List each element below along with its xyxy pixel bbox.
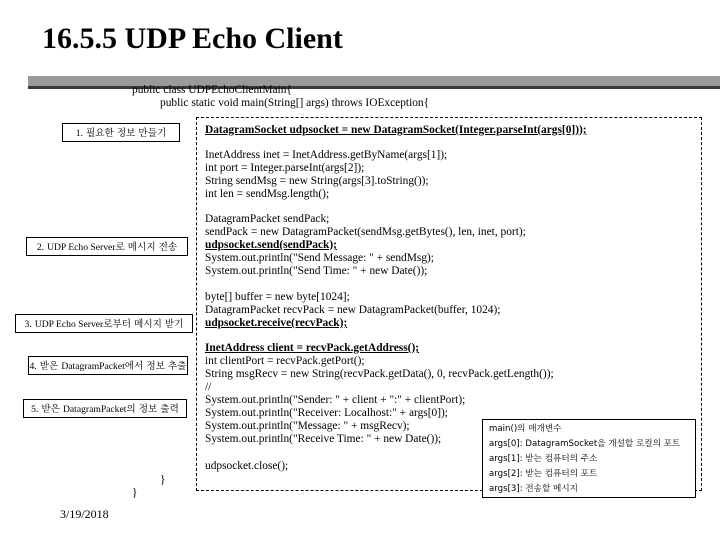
step-text: 받은 [41, 404, 63, 415]
step-text: 필요한 정보 만들기 [86, 128, 167, 139]
socket-close-line: udpsocket.close(); [205, 460, 289, 472]
step-term: DatagramPacket [61, 361, 125, 372]
code-line: DatagramPacket recvPack = new DatagramPacket(buffer, 1024); [205, 304, 501, 316]
closing-brace-class: } [132, 487, 138, 499]
slide-date: 3/19/2018 [60, 507, 109, 521]
code-line-send-call: udpsocket.send(sendPack); [205, 239, 337, 251]
step-text: 받은 [39, 361, 62, 372]
code-line: System.out.println("Send Time: " + new Date()); [205, 265, 428, 277]
code-line: String sendMsg = new String(args[3].toString()); [205, 175, 429, 187]
code-line-get-address: InetAddress client = recvPack.getAddress(); [205, 342, 420, 354]
step-number: 1. [75, 128, 83, 139]
step-text-suffix: 에서 정보 추출 [124, 361, 187, 372]
step-3-label [15, 314, 193, 333]
code-line: int len = sendMsg.length(); [205, 188, 330, 200]
note-line: args[1]: 받는 컴퓨터의 주소 [489, 454, 598, 464]
main-method-declaration: public static void main(String[] args) throws IOException{ [160, 97, 430, 109]
code-line: String msgRecv = new String(recvPack.getData(), 0, recvPack.getLength()); [205, 368, 554, 380]
slide-title: 16.5.5 UDP Echo Client [42, 22, 343, 55]
step-term: UDP Echo Server [47, 242, 116, 253]
closing-brace-method: } [160, 474, 166, 486]
code-line: int port = Integer.parseInt(args[2]); [205, 162, 365, 174]
step-number: 2. [36, 242, 45, 253]
step-term: DatagramPacket [63, 404, 127, 415]
code-line: int clientPort = recvPack.getPort(); [205, 355, 365, 367]
code-line: byte[] buffer = new byte[1024]; [205, 291, 350, 303]
code-block-receive [205, 291, 500, 330]
step-4-label [28, 356, 188, 375]
step-text-suffix: 의 정보 출력 [126, 404, 179, 415]
code-line: // [205, 381, 212, 393]
code-line: System.out.println("Message: " + msgRecv); [205, 420, 410, 432]
step-1-label [62, 123, 180, 142]
code-block-prepare-info [205, 149, 447, 201]
code-line: System.out.println("Sender: " + client + ":" + clientPort); [205, 394, 466, 406]
args-note-box [482, 419, 696, 498]
code-line: System.out.println("Receive Time: " + new Date()); [205, 433, 442, 445]
note-line: args[0]: DatagramSocket을 개설할 로컬의 포트 [489, 439, 681, 449]
code-line: sendPack = new DatagramPacket(sendMsg.getBytes(), len, inet, port); [205, 226, 526, 238]
step-number: 5. [31, 404, 39, 415]
note-line: args[2]: 받는 컴퓨터의 포트 [489, 469, 598, 479]
step-text: 로 메시지 전송 [115, 242, 178, 253]
class-declaration: public class UDPEchoClientMain{ [132, 84, 292, 96]
code-block-send [205, 213, 526, 278]
socket-creation-line: DatagramSocket udpsocket = new DatagramSocket(Integer.parseInt(args[0])); [205, 124, 587, 136]
step-number: 3. [24, 319, 32, 330]
step-5-label [23, 399, 187, 418]
code-line: System.out.println("Receiver: Localhost:" + args[0]); [205, 407, 448, 419]
step-term: UDP Echo Server [34, 319, 104, 330]
step-text: 로부터 메시지 받기 [103, 319, 184, 330]
code-line: System.out.println("Send Message: " + sendMsg); [205, 252, 434, 264]
step-2-label [26, 237, 188, 256]
step-number: 4. [29, 361, 37, 372]
code-line: InetAddress inet = InetAddress.getByName(args[1]); [205, 149, 448, 161]
code-line-receive-call: udpsocket.receive(recvPack); [205, 317, 348, 329]
note-title: main()의 매개변수 [489, 424, 562, 434]
code-line: DatagramPacket sendPack; [205, 213, 330, 225]
note-line: args[3]: 전송할 메시지 [489, 484, 578, 494]
